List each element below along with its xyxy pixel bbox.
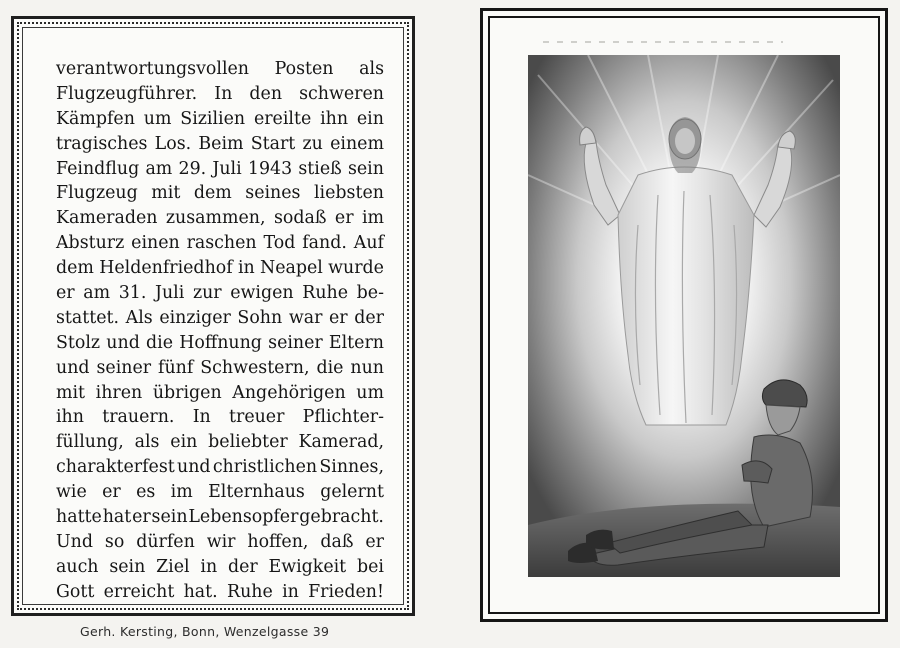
text-line: er am 31. Juli zur ewigen Ruhe be- [56, 283, 384, 304]
text-line: dem Heldenfriedhof in Neapel wurde [56, 258, 384, 279]
text-line: Kämpfen um Sizilien ereilte ihn ein [56, 108, 384, 129]
text-line: wie er es im Elternhaus gelernt [56, 482, 384, 503]
text-line: Stolz und die Hoffnung seiner Eltern [56, 332, 384, 353]
text-line: Und so dürfen wir hoffen, daß er [56, 531, 384, 552]
text-line: mit ihren übrigen Angehörigen um [56, 382, 384, 403]
text-line: Gott erreicht hat. Ruhe in Frieden! [56, 581, 384, 602]
text-line: stattet. Als einziger Sohn war er der [56, 307, 384, 328]
printer-imprint: Gerh. Kersting, Bonn, Wenzelgasse 39 [80, 624, 330, 639]
text-line: verantwortungsvollen Posten als [56, 59, 384, 79]
text-line: und seiner fünf Schwestern, die nun [56, 357, 384, 378]
decorative-mark [543, 41, 783, 43]
christ-soldier-illustration-icon [528, 55, 840, 577]
text-line: Absturz einen raschen Tod fand. Auf [56, 233, 384, 254]
memorial-text [56, 57, 384, 605]
memorial-image-card [480, 8, 888, 622]
text-line: hatte hat er sein Lebensopfer gebracht. [56, 507, 384, 528]
memorial-text-card [11, 16, 415, 616]
text-line: füllung, als ein beliebter Kamerad, [56, 432, 384, 453]
text-line: Flugzeug mit dem seines liebsten [56, 183, 384, 204]
text-line: auch sein Ziel in der Ewigkeit bei [56, 556, 384, 577]
text-line: Flugzeugführer. In den schweren [56, 83, 384, 104]
text-line: ihn trauern. In treuer Pflichter- [56, 407, 384, 428]
text-line: charakterfest und christlichen Sinnes, [56, 457, 384, 478]
text-line: Kameraden zusammen, sodaß er im [56, 208, 384, 229]
text-line: tragisches Los. Beim Start zu einem [56, 133, 384, 154]
devotional-illustration [528, 55, 840, 577]
text-line: Feindflug am 29. Juli 1943 stieß sein [56, 158, 384, 179]
